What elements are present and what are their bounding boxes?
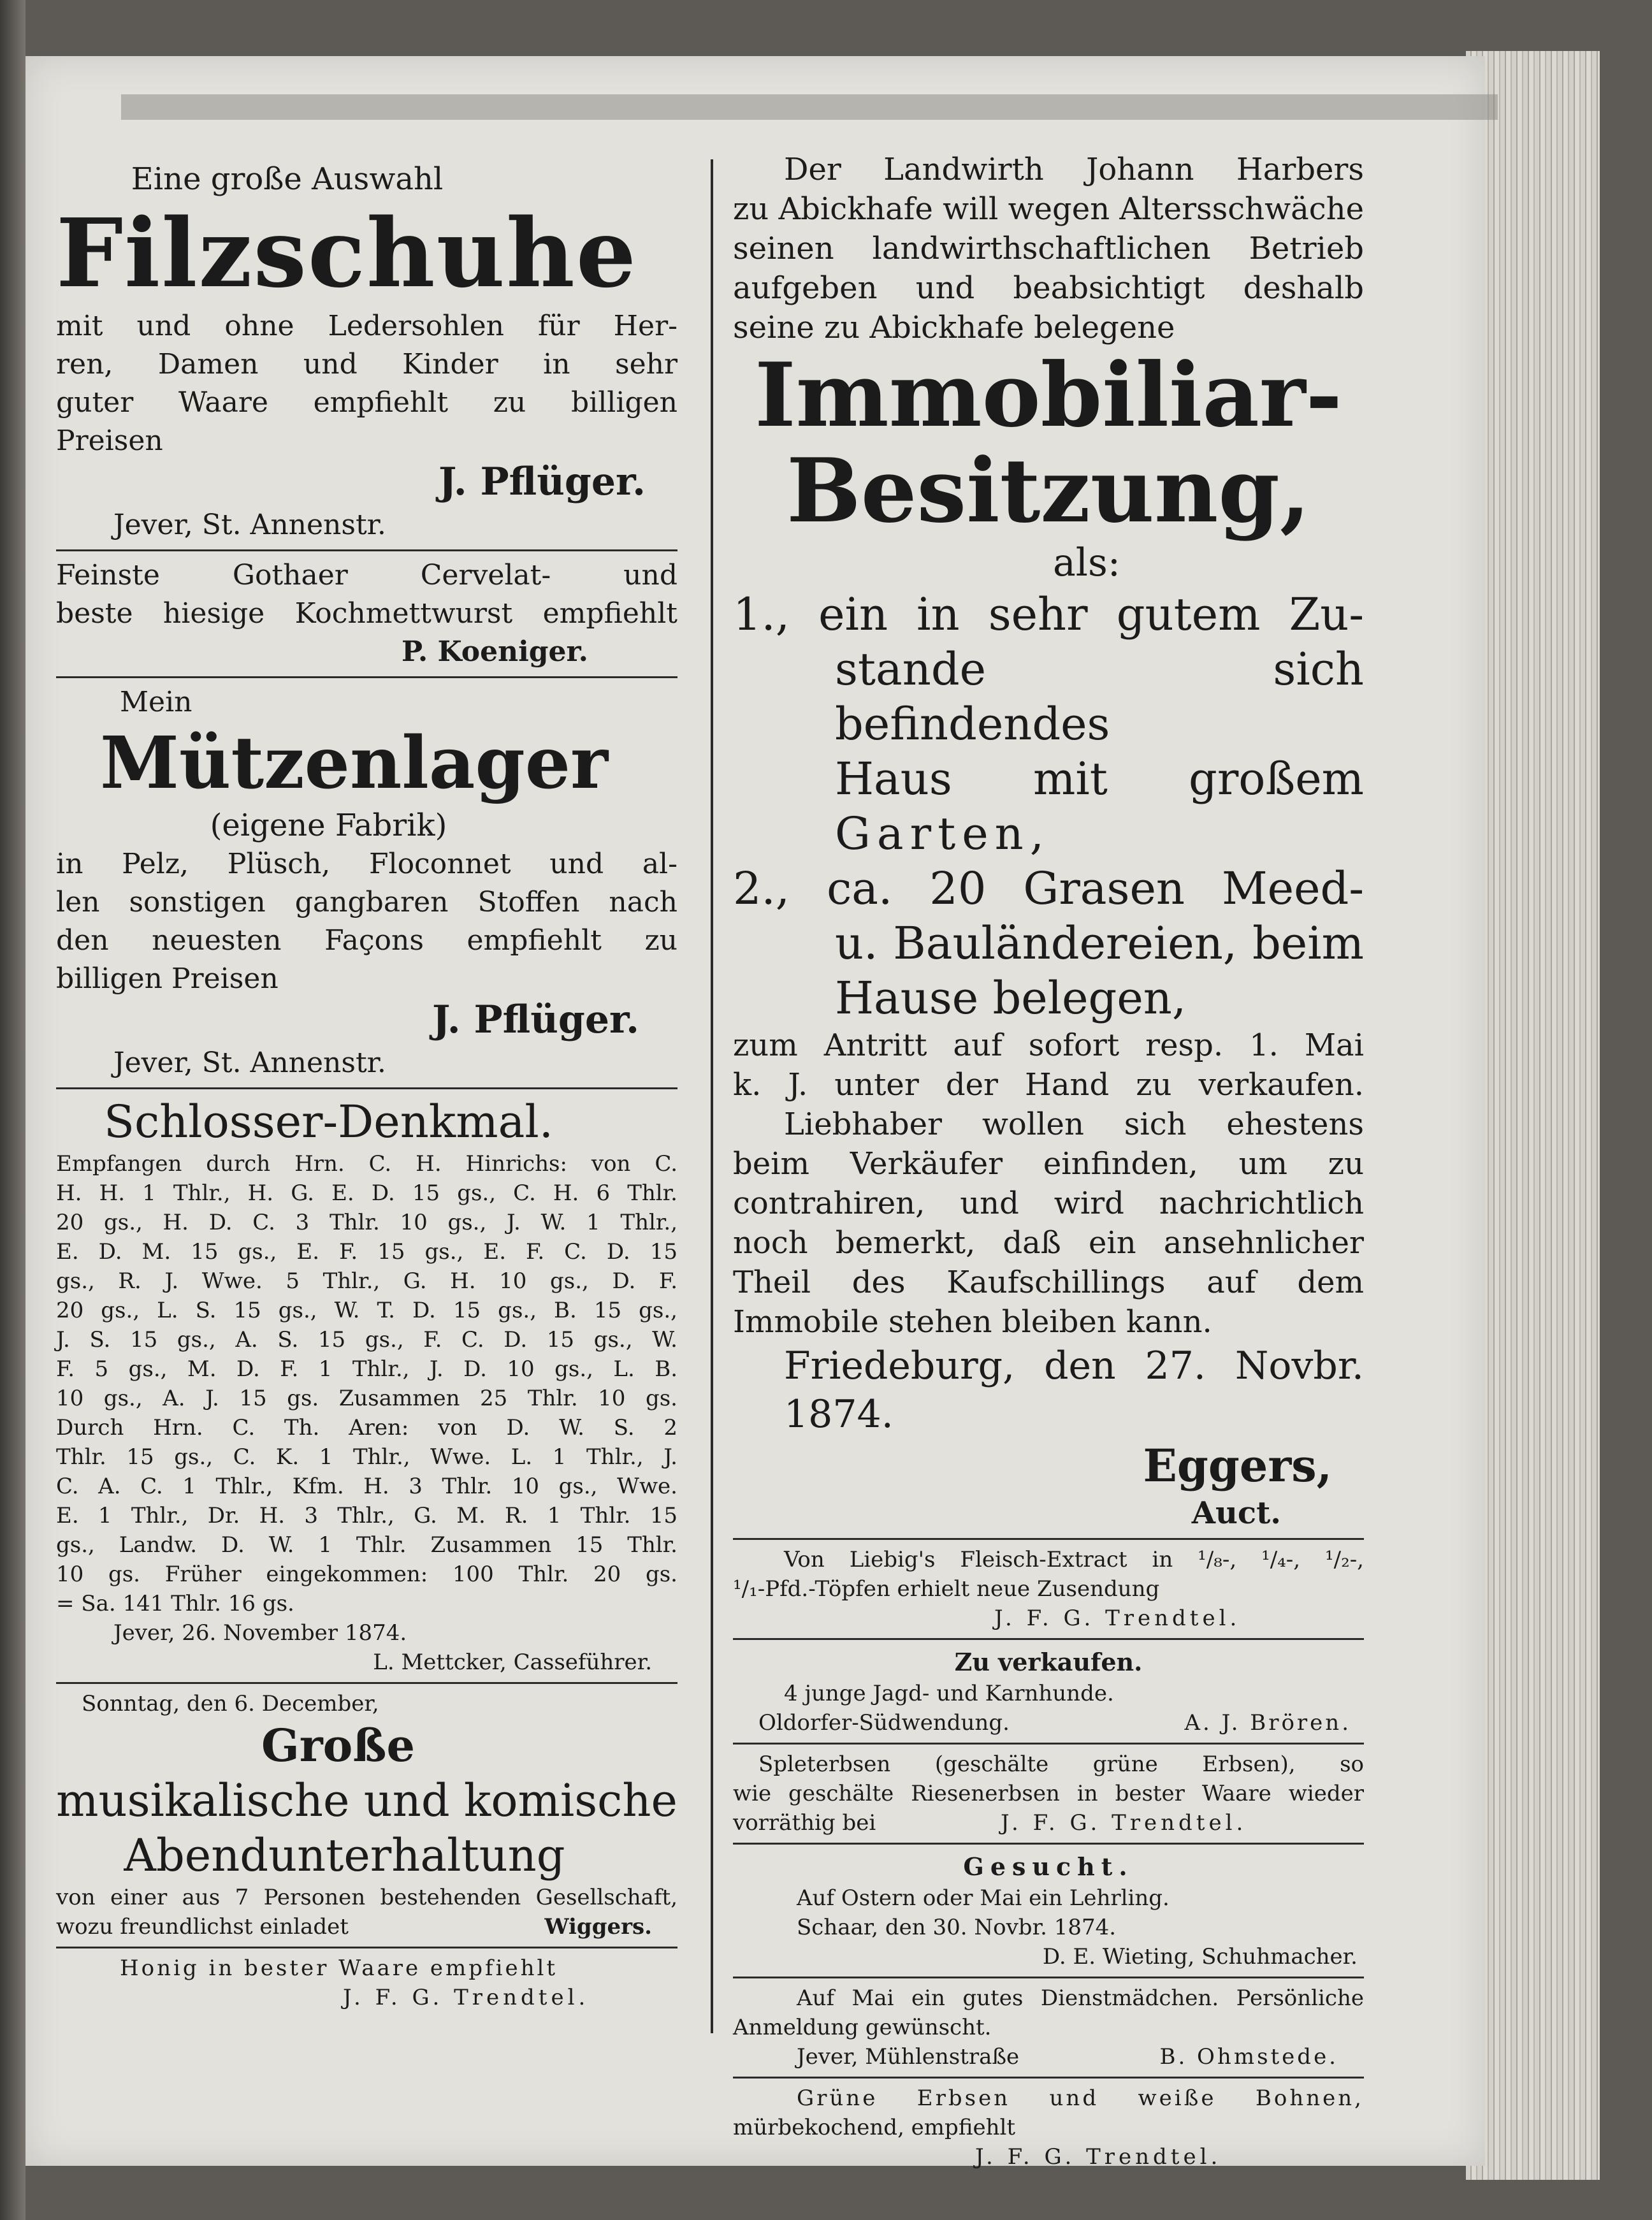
- ad-line: k. J. unter der Hand zu verkaufen.: [733, 1067, 1364, 1103]
- ad-signer: J. Pflüger.: [432, 998, 639, 1042]
- ad-line: seinen landwirthschaftlichen Betrieb: [733, 231, 1364, 266]
- ad-headline: Mützenlager: [99, 722, 609, 805]
- ad-line: guter Waare empfiehlt zu billigen: [56, 386, 677, 419]
- ad-line: Auf Ostern oder Mai ein Lehrling.: [797, 1885, 1170, 1911]
- ad-signer: J. F. G. Trendtel.: [343, 1985, 590, 2010]
- ad-immobiliar: [733, 150, 1364, 1533]
- ad-line: [56, 1912, 677, 1941]
- ad-signer: J. F. G. Trendtel.: [994, 1606, 1241, 1631]
- ad-headline: Immobiliar-: [755, 343, 1342, 447]
- ad-cervelat: [56, 556, 677, 671]
- ad-honig: [56, 1954, 677, 2012]
- ad-place: Jever, Mühlenstraße: [797, 2044, 1020, 2070]
- ad-place: Jever, St. Annenstr.: [113, 509, 386, 541]
- ad-headline: Gesucht.: [963, 1852, 1134, 1881]
- right-column: [733, 150, 1364, 2172]
- ad-line: 20 gs., L. S. 15 gs., W. T. D. 15 gs., B. 15 gs.,: [56, 1298, 677, 1323]
- ad-line: aufgeben und beabsichtigt deshalb: [733, 270, 1364, 306]
- ad-bohnen: [733, 2084, 1364, 2172]
- ad-line: beim Verkäufer einfinden, um zu: [733, 1146, 1364, 1182]
- ad-line: Auf Mai ein gutes Dienstmädchen. Persönliche: [797, 1985, 1364, 2011]
- ad-line: contrahiren, und wird nachrichtlich: [733, 1186, 1364, 1221]
- ad-line: len sonstigen gangbaren Stoffen nach: [56, 886, 677, 918]
- ad-line: E. 1 Thlr., Dr. H. 3 Thlr., G. M. R. 1 Thlr. 15: [56, 1503, 677, 1528]
- ad-line: Liebhaber wollen sich ehestens: [784, 1106, 1364, 1142]
- ad-item: Garten,: [835, 808, 1051, 860]
- ad-item: 1., ein in sehr gutem Zu-: [733, 588, 1364, 641]
- ad-date: Jever, 26. November 1874.: [113, 1620, 407, 1646]
- divider-rule: [56, 1947, 677, 1948]
- ad-date: Schaar, den 30. Novbr. 1874.: [797, 1915, 1117, 1940]
- ad-line: gs., Landw. D. W. 1 Thlr. Zusammen 15 Thlr.: [56, 1532, 677, 1558]
- ad-role: Auct.: [1191, 1495, 1281, 1531]
- ad-subtitle: als:: [1053, 540, 1120, 585]
- ad-line-text: vorräthig bei: [733, 1810, 876, 1836]
- ad-liebig: [733, 1545, 1364, 1633]
- ad-signer: J. Pflüger.: [438, 460, 646, 504]
- ad-place: Jever, St. Annenstr.: [113, 1047, 386, 1079]
- ad-line: seine zu Abickhafe belegene: [733, 310, 1175, 345]
- ad-signer: D. E. Wieting, Schuhmacher.: [1042, 1944, 1358, 1970]
- ad-line: Der Landwirth Johann Harbers: [784, 152, 1364, 187]
- ad-line: [733, 2042, 1364, 2071]
- ad-signer: J. F. G. Trendtel.: [975, 2144, 1222, 2170]
- ad-item: Hause belegen,: [835, 972, 1187, 1024]
- ad-line: [733, 1808, 1364, 1838]
- ad-item: stande sich befindendes: [835, 643, 1364, 750]
- ad-headline: Filzschuhe: [56, 198, 637, 308]
- ad-intro: Sonntag, den 6. December,: [82, 1691, 379, 1716]
- ad-item: 2., ca. 20 Grasen Meed-: [733, 862, 1364, 915]
- ad-headline: Schlosser-Denkmal.: [104, 1096, 553, 1148]
- ad-muetzenlager: [56, 683, 677, 1082]
- ad-signer: P. Koeniger.: [402, 635, 588, 668]
- ad-line: ¹/₁-Pfd.-Töpfen erhielt neue Zusendung: [733, 1576, 1160, 1602]
- ad-concert: [56, 1689, 677, 1941]
- ad-line: 4 junge Jagd- und Karnhunde.: [784, 1681, 1114, 1706]
- ad-zu-verkaufen: [733, 1645, 1364, 1738]
- ad-line: beste hiesige Kochmettwurst empfiehlt: [56, 597, 677, 630]
- ad-line: in Pelz, Plüsch, Floconnet und al-: [56, 848, 677, 880]
- divider-rule: [733, 1843, 1364, 1845]
- ad-line: J. S. 15 gs., A. S. 15 gs., F. C. D. 15 gs., W.: [56, 1327, 677, 1353]
- divider-rule: [733, 2077, 1364, 2079]
- ad-line: Honig in bester Waare empfiehlt: [120, 1955, 558, 1981]
- ad-line: 10 gs., A. J. 15 gs. Zusammen 25 Thlr. 10 gs.: [56, 1386, 677, 1411]
- ad-signer: J. F. G. Trendtel.: [1001, 1810, 1247, 1836]
- ad-schlosser-denkmal: [56, 1094, 677, 1677]
- left-column: [56, 159, 677, 2012]
- ad-intro: Mein: [120, 686, 192, 718]
- ad-subtitle: (eigene Fabrik): [210, 808, 447, 843]
- ad-line: Von Liebig's Fleisch-Extract in ¹/₈-, ¹/₄-, ¹/₂-,: [784, 1547, 1364, 1572]
- ad-line: Theil des Kaufschillings auf dem: [733, 1265, 1364, 1300]
- ad-signer: Wiggers.: [544, 1914, 652, 1940]
- divider-rule: [733, 1638, 1364, 1640]
- ad-line: F. 5 gs., M. D. F. 1 Thlr., J. D. 10 gs., L. B.: [56, 1356, 677, 1382]
- ad-line: Feinste Gothaer Cervelat- und: [56, 559, 677, 591]
- divider-rule: [733, 1977, 1364, 1978]
- ad-line: C. A. C. 1 Thlr., Kfm. H. 3 Thlr. 10 gs., Wwe.: [56, 1474, 677, 1499]
- ad-line: mit und ohne Ledersohlen für Her-: [56, 310, 677, 342]
- ad-line: zu Abickhafe will wegen Altersschwäche: [733, 191, 1364, 227]
- ad-signer: L. Mettcker, Casseführer.: [373, 1650, 652, 1675]
- ad-line: den neuesten Façons empfiehlt zu: [56, 924, 677, 957]
- ad-date: Friedeburg, den 27. Novbr. 1874.: [784, 1344, 1364, 1437]
- ad-line: Grüne Erbsen und weiße Bohnen,: [797, 2086, 1364, 2111]
- ad-line: noch bemerkt, daß ein ansehnlicher: [733, 1225, 1364, 1261]
- ad-line: ren, Damen und Kinder in sehr: [56, 348, 677, 381]
- ad-line: zum Antritt auf sofort resp. 1. Mai: [733, 1027, 1364, 1063]
- ad-item: Haus mit großem: [835, 753, 1364, 805]
- ad-line: Empfangen durch Hrn. C. H. Hinrichs: von C.: [56, 1151, 677, 1177]
- ad-line: E. D. M. 15 gs., E. F. 15 gs., E. F. C. D. 15: [56, 1239, 677, 1265]
- ad-item: u. Bauländereien, beim: [835, 917, 1364, 969]
- ad-signer: B. Ohmstede.: [1159, 2044, 1338, 2070]
- ad-signer: A. J. Brören.: [1184, 1710, 1351, 1736]
- ad-signer: Eggers,: [1143, 1439, 1332, 1492]
- divider-rule: [56, 1682, 677, 1684]
- ad-headline: Große: [261, 1719, 416, 1772]
- ad-line: Thlr. 15 gs., C. K. 1 Thlr., Wwe. L. 1 Thlr., J.: [56, 1444, 677, 1470]
- ad-erbsen: [733, 1750, 1364, 1838]
- divider-rule: [56, 676, 677, 678]
- divider-rule: [733, 1538, 1364, 1540]
- divider-rule: [56, 1087, 677, 1089]
- ad-headline: Abendunterhaltung: [124, 1829, 565, 1882]
- ad-headline: musikalische und komische: [56, 1774, 677, 1827]
- book-binding-left: [0, 0, 25, 2220]
- ad-line: billigen Preisen: [56, 962, 279, 995]
- ad-line: mürbekochend, empfiehlt: [733, 2115, 1016, 2140]
- ad-place: Oldorfer-Südwendung.: [758, 1710, 1010, 1736]
- ad-line: H. H. 1 Thlr., H. G. E. D. 15 gs., C. H. 6 Thlr.: [56, 1180, 677, 1206]
- ad-headline: Besitzung,: [786, 439, 1310, 542]
- ad-gesucht: [733, 1850, 1364, 1971]
- ad-line: Anmeldung gewünscht.: [733, 2015, 992, 2040]
- ad-line-text: wozu freundlichst einladet: [56, 1914, 349, 1940]
- page-edges: [1466, 51, 1600, 2180]
- ad-line: 10 gs. Früher eingekommen: 100 Thlr. 20 gs.: [56, 1562, 677, 1587]
- ad-line: 20 gs., H. D. C. 3 Thlr. 10 gs., J. W. 1 Thlr.,: [56, 1210, 677, 1235]
- ad-line: gs., R. J. Wwe. 5 Thlr., G. H. 10 gs., D. F.: [56, 1268, 677, 1294]
- ad-line: Immobile stehen bleiben kann.: [733, 1304, 1212, 1340]
- ad-headline: Zu verkaufen.: [954, 1648, 1143, 1676]
- top-rule: [121, 94, 1498, 120]
- ad-line: wie geschälte Riesenerbsen in bester Waare wieder: [733, 1781, 1364, 1806]
- ad-line: = Sa. 141 Thlr. 16 gs.: [56, 1591, 294, 1616]
- ad-line: von einer aus 7 Personen bestehenden Gesellschaft,: [56, 1885, 677, 1910]
- divider-rule: [56, 549, 677, 551]
- ad-filzschuhe: [56, 159, 677, 544]
- ad-line: Durch Hrn. C. Th. Aren: von D. W. S. 2: [56, 1415, 677, 1440]
- ad-dienstmaedchen: [733, 1984, 1364, 2071]
- ad-intro: Eine große Auswahl: [131, 161, 444, 197]
- ad-line: [733, 1708, 1364, 1738]
- column-divider: [711, 159, 713, 2033]
- ad-line: Preisen: [56, 424, 163, 457]
- divider-rule: [733, 1743, 1364, 1745]
- ad-line: Spleterbsen (geschälte grüne Erbsen), so: [758, 1752, 1364, 1777]
